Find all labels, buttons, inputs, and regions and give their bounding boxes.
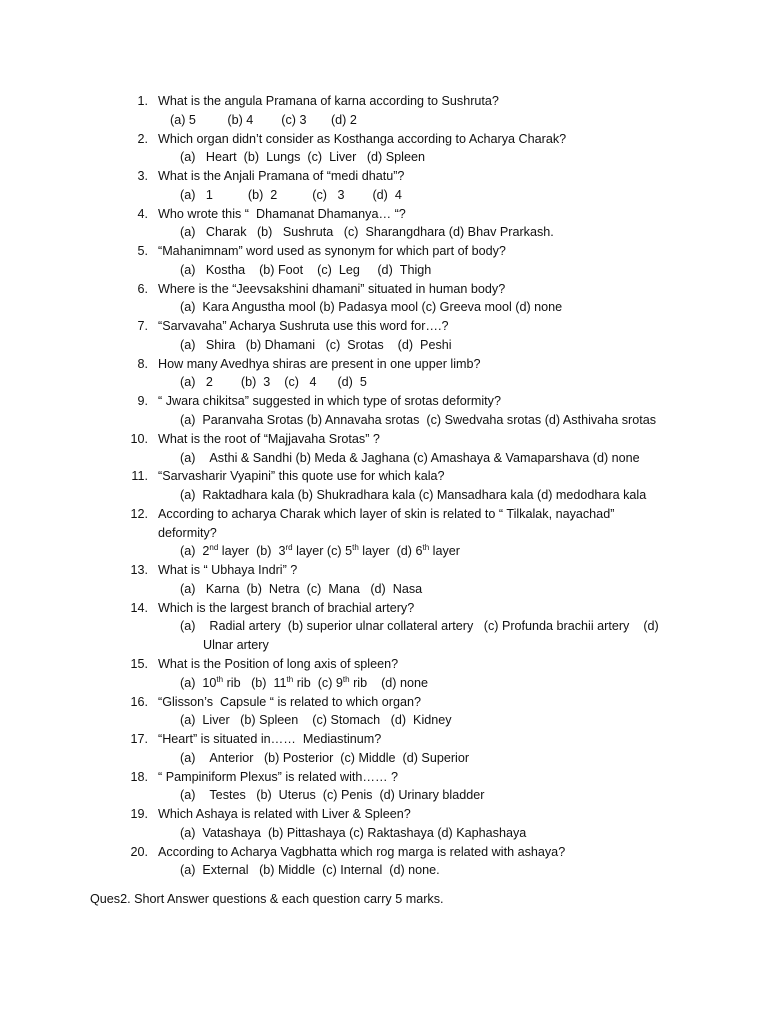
- option-text: layer (c) 5: [292, 544, 353, 559]
- question-item: [0, 392, 768, 430]
- question-options: (a) Karna (b) Netra (c) Mana (d) Nasa: [180, 581, 423, 596]
- question-text: “Sarvasharir Vyapini” this quote use for which kala?: [158, 469, 445, 484]
- question-text: How many Avedhya shiras are present in one upper limb?: [158, 356, 481, 371]
- question-text: Who wrote this “ Dhamanat Dhamanya… “?: [158, 206, 406, 221]
- question-options: (a) Raktadhara kala (b) Shukradhara kala (c) Mansadhara kala (d) medodhara kala: [180, 488, 647, 503]
- question-number: 9.: [137, 394, 148, 409]
- ordinal-suffix: th: [216, 674, 224, 684]
- question-text: Where is the “Jeevsakshini dhamani” situated in human body?: [158, 281, 506, 296]
- ordinal-suffix: th: [422, 543, 430, 553]
- ordinal-suffix: rd: [285, 543, 293, 553]
- question-options: (a) Anterior (b) Posterior (c) Middle (d) Superior: [180, 750, 470, 765]
- question-text: “Heart” is situated in…… Mediastinum?: [158, 732, 382, 747]
- ordinal-suffix: th: [342, 674, 350, 684]
- question-text: What is the Position of long axis of spleen?: [158, 656, 399, 671]
- question-options: (a) Shira (b) Dhamani (c) Srotas (d) Peshi: [180, 337, 452, 352]
- question-text: What is “ Ubhaya Indri” ?: [158, 563, 298, 578]
- question-number: 3.: [137, 169, 148, 184]
- question-item: [0, 242, 768, 280]
- question-number: 2.: [137, 131, 148, 146]
- question-options: (a) Radial artery (b) superior ulnar collateral artery (c) Profunda brachii artery (d): [180, 619, 659, 634]
- question-item: [0, 693, 768, 731]
- question-text: According to acharya Charak which layer of skin is related to “ Tilkalak, nayachad”: [158, 506, 615, 521]
- question-number: 12.: [130, 506, 148, 521]
- question-text: Which is the largest branch of brachial artery?: [158, 600, 415, 615]
- question-number: 13.: [130, 563, 148, 578]
- question-options: (a) Charak (b) Sushruta (c) Sharangdhara (d) Bhav Prarkash.: [180, 225, 554, 240]
- question-item: [0, 92, 768, 130]
- question-item: [0, 467, 768, 505]
- question-options: (a) 5 (b) 4 (c) 3 (d) 2: [170, 112, 357, 127]
- question-item: [0, 599, 768, 655]
- question-options: (a) Vatashaya (b) Pittashaya (c) Raktashaya (d) Kaphashaya: [180, 825, 527, 840]
- question-item: [0, 805, 768, 843]
- question-number: 18.: [130, 769, 148, 784]
- question-options: [180, 542, 460, 561]
- question-number: 11.: [131, 469, 148, 484]
- question-options: (a) Kostha (b) Foot (c) Leg (d) Thigh: [180, 262, 432, 277]
- question-options: (a) Liver (b) Spleen (c) Stomach (d) Kidney: [180, 713, 452, 728]
- question-number: 6.: [137, 281, 148, 296]
- question-number: 1.: [137, 94, 148, 108]
- question-text: Which Ashaya is related with Liver & Spleen?: [158, 807, 411, 822]
- question-text: According to Acharya Vagbhatta which rog marga is related with ashaya?: [158, 844, 566, 859]
- question-text: What is the Anjali Pramana of “medi dhatu”?: [158, 169, 405, 184]
- question-item: [0, 317, 768, 355]
- question-number: 17.: [130, 732, 148, 747]
- question-options: (a) Paranvaha Srotas (b) Annavaha srotas (c) Swedvaha srotas (d) Asthivaha srotas: [180, 413, 656, 428]
- question-item: [0, 843, 768, 881]
- question-item: [0, 167, 768, 205]
- question-options: (a) 1 (b) 2 (c) 3 (d) 4: [180, 187, 402, 202]
- option-text: rib (d) none: [349, 675, 428, 690]
- question-text: “Sarvavaha” Acharya Sushruta use this word for….?: [158, 319, 449, 334]
- question-item: [0, 768, 768, 806]
- question-text: Which organ didn’t consider as Kosthanga according to Acharya Charak?: [158, 131, 567, 146]
- question-number: 14.: [130, 600, 148, 615]
- question-number: 20.: [130, 844, 148, 859]
- question-options-continued: Ulnar artery: [203, 638, 269, 653]
- option-text: layer: [429, 544, 460, 559]
- question-text: What is the angula Pramana of karna according to Sushruta?: [158, 94, 499, 108]
- option-text: (a) 10: [180, 675, 217, 690]
- option-text: (a) 2: [180, 544, 210, 559]
- option-text: layer (b) 3: [218, 544, 286, 559]
- option-text: layer (d) 6: [358, 544, 423, 559]
- question-number: 4.: [137, 206, 148, 221]
- question-number: 16.: [130, 694, 148, 709]
- question-number: 15.: [130, 656, 148, 671]
- question-item: [0, 355, 768, 393]
- question-options: (a) Asthi & Sandhi (b) Meda & Jaghana (c) Amashaya & Vamaparshava (d) none: [180, 450, 640, 465]
- question-item: [0, 655, 768, 693]
- question-text: What is the root of “Majjavaha Srotas” ?: [158, 431, 380, 446]
- question-text-continued: deformity?: [158, 525, 217, 540]
- ordinal-suffix: th: [286, 674, 294, 684]
- question-item: [0, 430, 768, 468]
- question-number: 7.: [137, 319, 148, 334]
- question-number: 8.: [137, 356, 148, 371]
- question-number: 10.: [130, 431, 148, 446]
- question-list: [0, 92, 768, 880]
- question-item: [0, 280, 768, 318]
- question-item: [0, 205, 768, 243]
- ordinal-suffix: nd: [209, 543, 219, 553]
- question-item: [0, 730, 768, 768]
- option-text: rib (b) 11: [223, 675, 287, 690]
- ordinal-suffix: th: [352, 543, 359, 553]
- question-options: (a) Kara Angustha mool (b) Padasya mool (c) Greeva mool (d) none: [180, 300, 563, 315]
- question-options: (a) Testes (b) Uterus (c) Penis (d) Urinary bladder: [180, 788, 485, 803]
- question-item: [0, 130, 768, 168]
- question-text: “Mahanimnam” word used as synonym for which part of body?: [158, 244, 506, 259]
- question-text: “Glisson’s Capsule “ is related to which organ?: [158, 694, 421, 709]
- section-heading: Ques2. Short Answer questions & each question carry 5 marks.: [90, 892, 444, 906]
- question-number: 19.: [130, 807, 148, 822]
- question-options: (a) External (b) Middle (c) Internal (d) none.: [180, 863, 440, 878]
- option-text: rib (c) 9: [293, 675, 343, 690]
- question-options: (a) Heart (b) Lungs (c) Liver (d) Spleen: [180, 150, 425, 165]
- question-item: [0, 561, 768, 599]
- question-text: “ Jwara chikitsa” suggested in which type of srotas deformity?: [158, 394, 501, 409]
- question-options: [180, 674, 428, 693]
- question-text: “ Pampiniform Plexus” is related with…… ?: [158, 769, 399, 784]
- question-number: 5.: [137, 244, 148, 259]
- question-options: (a) 2 (b) 3 (c) 4 (d) 5: [180, 375, 367, 390]
- question-item: [0, 505, 768, 561]
